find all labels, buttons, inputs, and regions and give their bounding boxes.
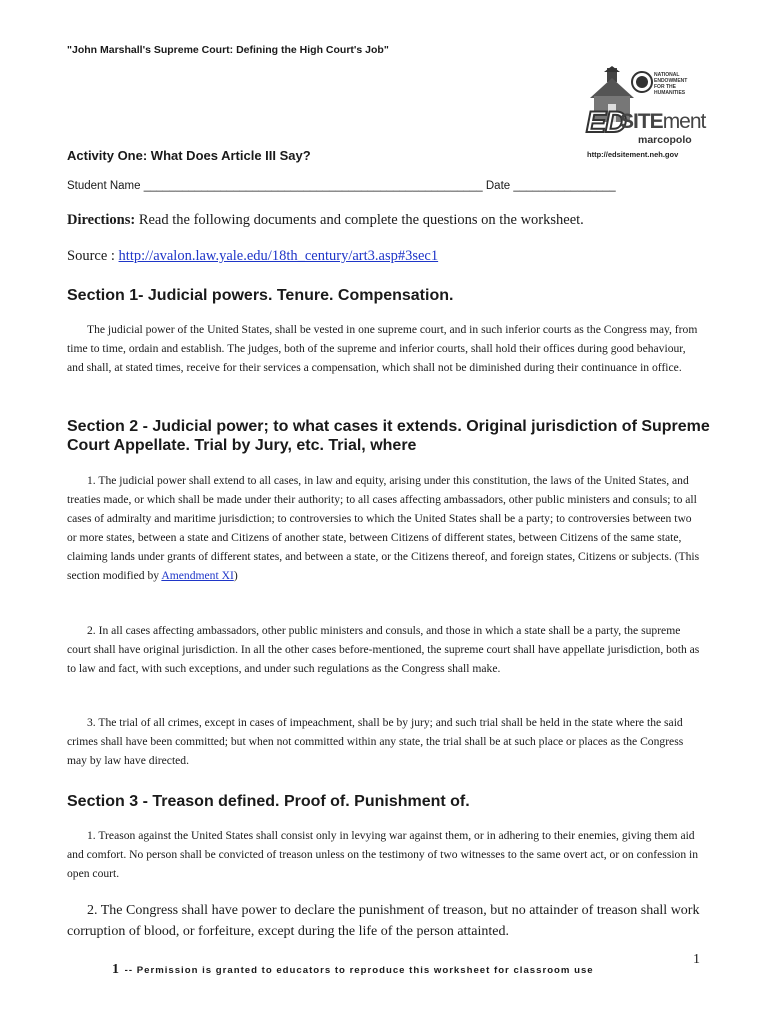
section-1-paragraph: The judicial power of the United States, shall be vested in one supreme court, and in such inferior courts as the Congress may, from time to time, ordain and establish. The judges, both of the supreme and inferior courts, shall hold their offices during good behaviour, and shall, at stated times, receive for their services a compensation, which shall not be diminished during their continuance in office.	[67, 323, 698, 374]
footer-text: -- Permission is granted to educators to reproduce this worksheet for classroom use	[121, 965, 594, 976]
student-name-date-line: Student Name _____________________________________________________ Date ________________	[67, 180, 616, 192]
source-link[interactable]: http://avalon.law.yale.edu/18th_century/art3.asp#3sec1	[118, 248, 439, 264]
source-label: Source :	[67, 248, 119, 264]
footer-number: 1	[112, 962, 119, 977]
directions	[67, 212, 584, 229]
logo-url-text: http://edsitement.neh.gov	[587, 150, 679, 159]
logo-sitement-text: SITEment	[620, 110, 706, 133]
section-3-heading: Section 3 - Treason defined. Proof of. Punishment of.	[67, 793, 470, 810]
section-2-paragraph-1: 1. The judicial power shall extend to all cases, in law and equity, arising under this constitution, the laws of the United States, and treaties made, or which shall be made under their authority; to all cases affecting ambassadors, other public ministers and consuls; to all cases of admiralty and maritime jurisdiction; to controversies to which the United States shall be a party; to controversies between two or more states, between a state and Citizens of another state, between Citizens of different states, between Citizens of the same state, claiming lands under grants of different states, and between a state, or the Citizens thereof, and foreign states, Citizens or subjects. (This section modified by Amendment XI)	[67, 474, 700, 582]
page-number: 1	[693, 952, 700, 967]
amendment-xi-link[interactable]: Amendment XI	[161, 569, 234, 582]
section-2-paragraph-2: 2. In all cases affecting ambassadors, other public ministers and consuls, and those in which a state shall be a party, the supreme court shall have original jurisdiction. In all the other cases before-mentioned, the supreme court shall have appellate jurisdiction, both as to law and fact, with such exceptions, and under such regulations as the Congress shall make.	[67, 624, 700, 675]
footer-permission	[112, 962, 594, 978]
source-line	[67, 248, 438, 265]
document-header-title: "John Marshall's Supreme Court: Defining the High Court's Job"	[67, 44, 389, 56]
directions-label: Directions:	[67, 212, 136, 228]
activity-title: Activity One: What Does Article III Say?	[67, 148, 311, 163]
section-2-paragraph-3: 3. The trial of all crimes, except in cases of impeachment, shall be by jury; and such trial shall be held in the state where the said crimes shall have been committed; but when not committed within any state, the trial shall be at such place or places as the Congress may by law have directed.	[67, 716, 684, 767]
section-1-heading: Section 1- Judicial powers. Tenure. Compensation.	[67, 287, 454, 304]
neh-text: NATIONAL ENDOWMENT FOR THE HUMANITIES	[654, 72, 688, 96]
edsitement-logo	[584, 66, 704, 161]
section-2-heading: Section 2 - Judicial power; to what cases it extends. Original jurisdiction of Supreme Court Appellate. Trial by Jury, etc. Trial, where	[67, 418, 710, 454]
logo-marcopolo-text: marcopolo	[638, 134, 692, 146]
directions-text: Read the following documents and complete the questions on the worksheet.	[135, 212, 584, 228]
logo-ed-text: ED	[586, 106, 626, 139]
section-3-paragraph-2: 2. The Congress shall have power to declare the punishment of treason, but no attainder of treason shall work corruption of blood, or forfeiture, except during the life of the person attainted.	[67, 903, 700, 939]
section-3-paragraph-1: 1. Treason against the United States shall consist only in levying war against them, or in adhering to their enemies, giving them aid and comfort. No person shall be convicted of treason unless on the testimony of two witnesses to the same overt act, or on confession in open court.	[67, 829, 699, 880]
